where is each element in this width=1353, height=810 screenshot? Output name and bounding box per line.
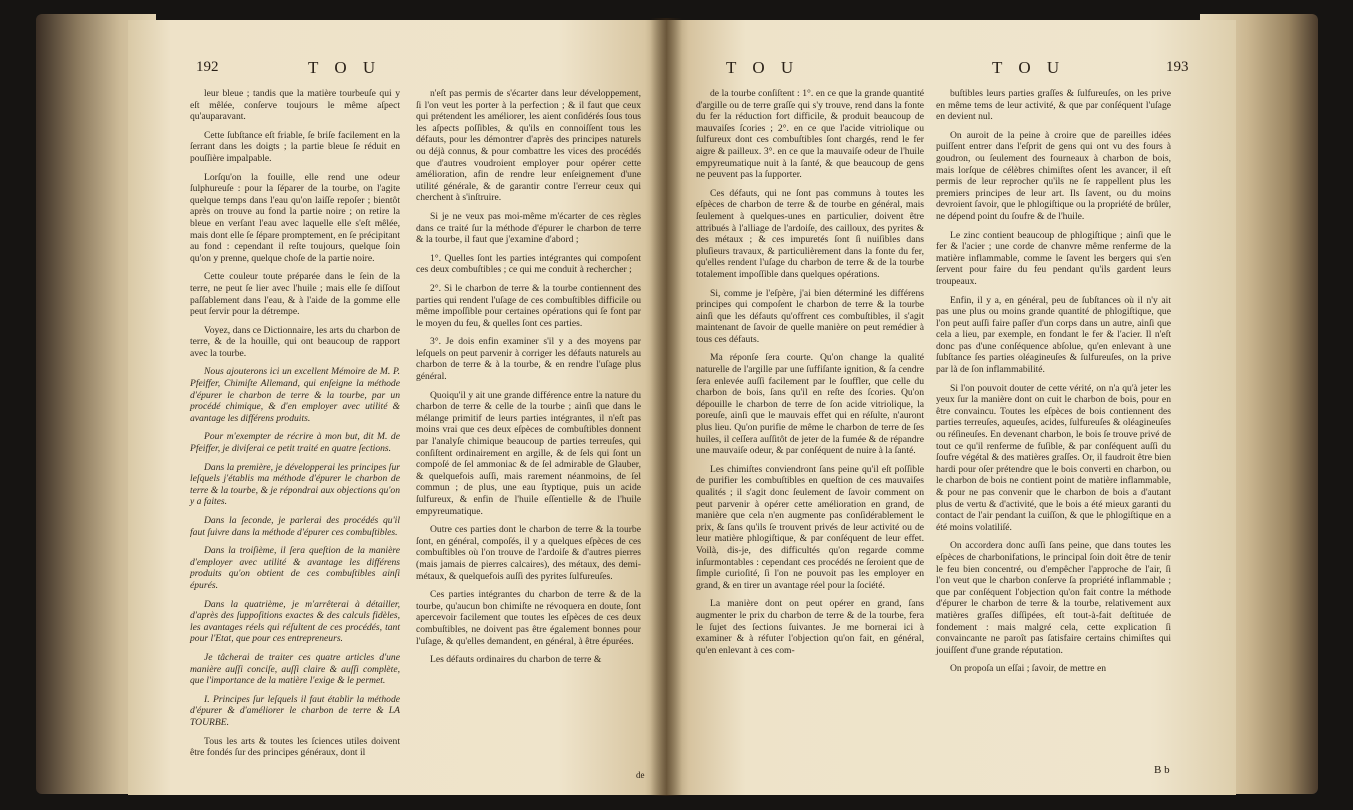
paragraph: On auroit de la peine à croire que de pareilles idées puiſſent entrer dans l'eſprit de gens qui ont vu des fours à goudron, ou ſeulement des fourneaux à charbon de bois, mais lorſque de célèbres chimiſtes oſent les avancer, il eſt permis de leur reprocher qu'ils ne ſe rappellent plus les premiers principes de leur art. Ils ſavent, ou du moins devroient ſavoir, que le phlogiſtique ou la propriété de brûler, ne dépend point du ſoufre & de l'huile. xyxy=(936,129,1171,222)
paragraph: Si je ne veux pas moi-même m'écarter de ces règles dans ce traité ſur la méthode d'épurer le charbon de terre & la tourbe, il faut que j'examine d'abord ; xyxy=(416,210,641,246)
paragraph: Cette couleur toute préparée dans le ſein de la terre, ne peut ſe lier avec l'huile ; mais elle ſe diſſout paſſablement dans l'eau, & à l'aide de la gomme elle peut ſervir pour la détrempe. xyxy=(190,271,400,318)
paragraph: Dans la troiſième, il ſera queſtion de la manière d'employer avec utilité & avantage les différens produits qu'on obtient de ces combuſtibles ainſi épurés. xyxy=(190,545,400,591)
paragraph: n'eſt pas permis de s'écarter dans leur développement, ſi l'on veut les porter à la perfection ; & il faut que ceux qui prétendent les améliorer, les aient conſidérés ſous tous les aſpects poſſibles, & qu'ils en connoiſſent tous les défauts, pour les démontrer d'après des principes naturels ou déjà connus, & pour combattre les vices des procédés que d'autres voudroient employer pour opérer cette amélioration, afin de rendre leur enſeignement d'une utilité générale, & de garantir contre l'erreur ceux qui cherchent à s'inſtruire. xyxy=(416,88,641,204)
paragraph: 3°. Je dois enfin examiner s'il y a des moyens par leſquels on peut parvenir à corriger les défauts naturels au charbon de terre & à la tourbe, & en rendre l'uſage plus général. xyxy=(416,336,641,383)
left-catchword: de xyxy=(636,770,645,780)
paragraph: Si, comme je l'eſpère, j'ai bien déterminé les différens principes qui compoſent le charbon de terre & la tourbe ainſi que les défauts qu'offrent ces combuſtibles, il s'agit maintenant de ſavoir de quelle manière on peut remédier à tous ces défauts. xyxy=(696,287,924,345)
right-column-a xyxy=(696,88,924,663)
paragraph: Dans la ſeconde, je parlerai des procédés qu'il faut ſuivre dans la méthode d'épurer ces combuſtibles. xyxy=(190,515,400,538)
paragraph: Ces parties intégrantes du charbon de terre & de la tourbe, qu'aucun bon chimiſte ne révoquera en doute, ſont apercevoir facilement que toutes les eſpèces de ces deux combuſtibles, ne doivent pas être également bonnes pour l'uſage, & qu'elles demandent, en général, à être épurées. xyxy=(416,589,641,647)
left-running-header: T O U xyxy=(308,58,382,77)
paragraph: Ces défauts, qui ne ſont pas communs à toutes les eſpèces de charbon de terre & de tourbe en général, mais ſeulement à quelques-unes en particulier, doivent être attribués à l'alliage de l'ardoiſe, des cailloux, des pyrites & des métaux ; & ces impuretés ſont ſi nuiſibles dans pluſieurs travaux, & particulièrement dans la fonte du fer, qu'elles rendent l'uſage du charbon de terre & de la tourbe totalement impoſſible dans quelques opérations. xyxy=(696,187,924,280)
signature-mark: B b xyxy=(1154,764,1170,776)
right-running-header: T O U xyxy=(992,58,1066,77)
paragraph: On propoſa un eſſai ; ſavoir, de mettre en xyxy=(950,663,1106,675)
paragraph: Lorſqu'on la fouille, elle rend une odeur ſulphureuſe : pour la ſéparer de la tourbe, on l'agite quelque temps dans l'eau qu'on laiſſe repoſer ; bientôt après on trouve au fond la partie noire ; on retire la bleue en verſant l'eau avec laquelle elle s'eſt mêlée, mais dont elle ſe ſépare promptement, en ſe précipitant au fond : cependant il reſte toujours, quelque ſoin qu'on y prenne, quelque choſe de la partie noire. xyxy=(190,171,400,264)
paragraph: Le zinc contient beaucoup de phlogiſtique ; ainſi que le fer & l'acier ; une corde de chanvre même renferme de la matière inflammable, comme le ſavent les bergers qui s'en ſervent pour faire du feu pendant qu'ils gardent leurs troupeaux. xyxy=(936,229,1171,287)
paragraph: Pour m'exempter de récrire à mon but, dit M. de Pfeiffer, je diviſerai ce petit traité en quatre ſections. xyxy=(190,431,400,455)
paragraph: Quoiqu'il y ait une grande différence entre la nature du charbon de terre & celle de la tourbe ; ainſi que dans le mélange primitif de leurs parties intégrantes, il n'eſt pas moins vrai que ces deux eſpèces de combuſtibles donnent par l'analyſe chimique beaucoup de parties terreuſes, qui conſiſtent ordinairement en argille, & de ſels qui ſont un compoſé de ſel ammoniac & de ſel admirable de Glauber, & quelquefois auſſi, mais rarement néanmoins, de ſel commun ; de plus, une eau ſtyptique, puis un acide ſulfureux, & enfin de l'huile eſſentielle & de l'huile empyreumatique. xyxy=(416,389,641,517)
paragraph: Cette ſubſtance eſt friable, ſe briſe facilement en la ſerrant dans les doigts ; la partie bleue ſe réduit en pouſſière impalpable. xyxy=(190,129,400,164)
right-column-b xyxy=(936,88,1171,682)
left-column-b xyxy=(416,88,641,673)
paragraph: de la tourbe conſiſtent : 1°. en ce que la grande quantité d'argille ou de terre graſſe qui s'y trouve, rend dans la fonte du fer la réduction fort difficile, & produit beaucoup de mauvaiſes ſcories ; 2°. en ce que l'acide vitriolique ou ſulfureux dont ces combuſtibles ſont chargés, rend le fer aigre & pailleux. 3°. en ce que la mauvaiſe odeur de l'huile empyreumatique nuit à la ſanté, & que beaucoup de gens ne peuvent pas la ſupporter. xyxy=(696,88,924,181)
paragraph: Tous les arts & toutes les ſciences utiles doivent être fondés ſur des principes généraux, dont il xyxy=(190,735,400,759)
right-running-header-start: T O U xyxy=(726,58,800,77)
paragraph: 1°. Quelles ſont les parties intégrantes qui compoſent ces deux combuſtibles ; ce qui me conduit à rechercher ; xyxy=(416,252,641,276)
paragraph: On accordera donc auſſi ſans peine, que dans toutes les eſpèces de charbonifations, le principal ſoin doit être de tenir le feu bien concentré, ou d'empêcher l'approche de l'air, ſi l'on veut que le charbon conſerve ſa propriété inflammable ; que par conſéquent l'objection qu'on fait contre la méthode d'épurer le charbon de terre & la tourbe, relativement aux matières graſſes diſſipées, eſt tout-à-fait deſtituée de fondement : mais malgré cela, cette explication ſi convaincante ne paroît pas ſatisfaire certains chimiſtes qui jouiſſent d'une grande réputation. xyxy=(936,540,1171,656)
paragraph: Ma réponſe ſera courte. Qu'on change la qualité naturelle de l'argille par une ſuffiſante ignition, & ſa cendre ſera enlevée auſſi facilement par le ſouffler, que celle du charbon de bois, ſans qu'il en reſte des ſcories. Qu'on dépouille le charbon de terre de ſon acide vitriolique, la poreuſe, ainſi que le mauvais effet qui en réſulte, n'auront plus lieu. Qu'on purifie de même le charbon de terre de ſes huiles, il ceſſera auſſitôt de jeter de la fumée & de répandre une mauvaiſe odeur, & par conſéquent de nuire à la ſanté. xyxy=(696,352,924,457)
paragraph: Je tâcherai de traiter ces quatre articles d'une manière auſſi conciſe, auſſi claire & auſſi complète, que l'importance de la matière l'exige & le permet. xyxy=(190,651,400,687)
paragraph: Les chimiſtes conviendront ſans peine qu'il eſt poſſible de purifier les combuſtibles en queſtion de ces mauvaiſes qualités ; il s'agit donc ſeulement de ſavoir comment on peut parvenir à opérer cette amélioration en grand, de manière que cela n'en augmente pas conſidérablement le prix, & ſans qu'ils ſe trouvent privés de leur activité ou de leur matière phlogiſtique, & par conſéquent de leur effet. Voilà, dis-je, des difficultés qu'on regarde comme inſurmontables : cependant ces procédés ne ſeroient que de ſimple curioſité, ſi l'on ne pouvoit pas les employer en grand, & en tirer un avantage réel pour la ſociété. xyxy=(696,463,924,591)
paragraph: Dans la première, je développerai les principes ſur leſquels j'établis ma méthode d'épurer le charbon de terre & la tourbe, & je répondrai aux objections qu'on y a faites. xyxy=(190,461,400,508)
paragraph: Nous ajouterons ici un excellent Mémoire de M. P. Pfeiffer, Chimiſte Allemand, qui enſeigne la méthode d'épurer le charbon de terre & la tourbe, par un procédé chimique, & d'en employer avec utilité & avantage les différens produits. xyxy=(190,366,400,424)
paragraph: Si l'on pouvoit douter de cette vérité, on n'a qu'à jeter les yeux ſur la manière dont on cuit le charbon de bois, pour en être convaincu. Toutes les eſpèces de bois contiennent des parties terreuſes, aqueuſes, acides, ſulfureuſes & oléagineuſes ou réſineuſes. En devenant charbon, le bois ſe trouve privé de tout ce qu'il renferme de fuſible, & par conſéquent auſſi du ſoufre végétal & des matières graſſes. Or, il faudroit être bien hardi pour oſer prétendre que le bois converti en charbon, ou le charbon de bois ne contient point de matière inflammable, & pour ne pas convenir que le charbon de bois a d'autant plus de vertu & d'activité, que le bois a été mieux garanti du contact de l'air pendant la cuiſſon, & que le phlogiſtique en a été moins volatiliſé. xyxy=(936,382,1171,533)
paragraph: 2°. Si le charbon de terre & la tourbe contiennent des parties qui rendent l'uſage de ces combuſtibles difficile ou même impoſſible pour certaines opérations qui ſe font par le moyen du feu, & quelles ſont ces parties. xyxy=(416,282,641,329)
paragraph: Voyez, dans ce Dictionnaire, les arts du charbon de terre, & de la houille, qui ont beaucoup de rapport avec la tourbe. xyxy=(190,324,400,359)
paragraph: Enfin, il y a, en général, peu de ſubſtances où il n'y ait pas une plus ou moins grande quantité de phlogiſtique, que l'on peut auſſi faire paſſer d'un corps dans un autre, ainſi que cela a lieu, par exemple, en fondant le fer & l'acier. Il n'eſt donc pas d'une conſéquence abſolue, qu'en enlevant à une ſubſtance ſes parties oléagineuſes & ſulfureuſes, on la prive par là de ſon inflammabilité. xyxy=(936,294,1171,376)
left-page xyxy=(128,20,666,795)
paragraph: Les défauts ordinaires du charbon de terre & xyxy=(430,654,602,666)
paragraph: La manière dont on peut opérer en grand, ſans augmenter le prix du charbon de terre & de la tourbe, fera le ſujet des ſections ſuivantes. Je me bornerai ici à examiner & à réfuter l'objection qu'on fait, en général, qu'en enlevant à ces com- xyxy=(696,598,924,656)
paragraph: I. Principes ſur leſquels il faut établir la méthode d'épurer & d'améliorer le charbon de terre & LA TOURBE. xyxy=(190,693,400,728)
right-page xyxy=(666,20,1236,795)
book-gutter xyxy=(650,18,682,796)
left-page-number: 192 xyxy=(196,59,219,75)
paragraph: leur bleue ; tandis que la matière tourbeuſe qui y eſt mêlée, conſerve toujours le même aſpect qu'auparavant. xyxy=(190,88,400,123)
right-page-number: 193 xyxy=(1166,59,1189,75)
paragraph: buſtibles leurs parties graſſes & ſulfureuſes, on les prive en même tems de leur activité, & que par conſéquent l'uſage en devient nul. xyxy=(936,88,1171,123)
left-column-a xyxy=(190,88,400,766)
paragraph: Dans la quatrième, je m'arrêterai à détailler, d'après des ſuppoſitions exactes & des calculs fidèles, les avantages réels qui réſultent de ces procédés, tant pour l'Etat, que pour ces entrepreneurs. xyxy=(190,598,400,645)
paragraph: Outre ces parties dont le charbon de terre & la tourbe ſont, en général, compoſés, il y a quelques eſpèces de ces combuſtibles où l'on trouve de l'ardoiſe & d'autres pierres (mais jamais de pierres calcaires), des métaux, des demi-métaux, & quelquefois auſſi des pyrites ſulfureuſes. xyxy=(416,524,641,582)
